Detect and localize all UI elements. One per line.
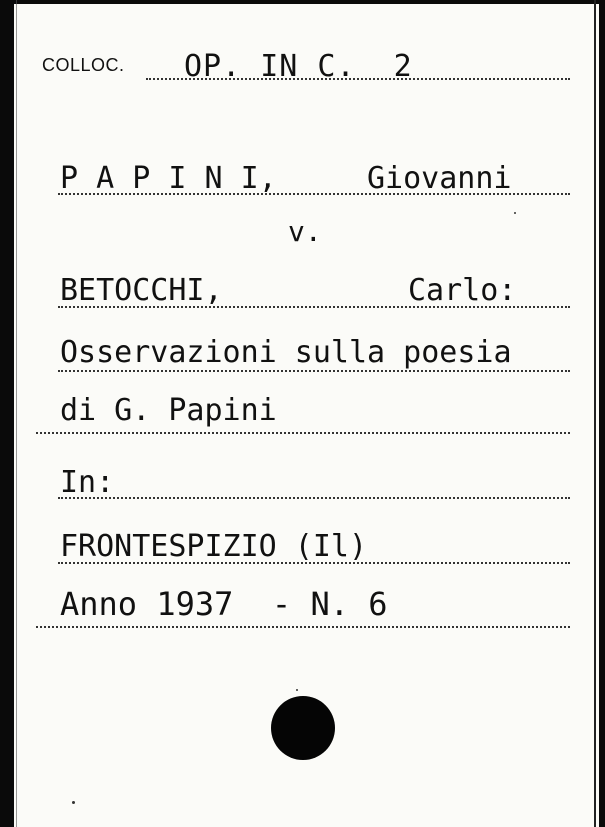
colloc-value: OP. IN C. 2 [184,49,413,84]
title-dotted-line-1 [58,370,570,372]
speck [296,689,298,691]
in-label: In: [60,465,115,500]
issue-dotted-line [36,626,570,628]
card-right-edge [599,0,605,827]
periodical-title: FRONTESPIZIO (Il) [60,529,368,564]
in-dotted-line [58,497,570,499]
title-dotted-line-2 [36,432,570,434]
title-line-1: Osservazioni sulla poesia [60,335,512,370]
issue-info: Anno 1937 - N. 6 [60,585,388,623]
speck [72,801,75,804]
critic-surname: BETOCCHI, [60,273,223,308]
title-line-2: di G. Papini [60,393,277,428]
speck [514,212,516,214]
card-top-edge [0,0,605,4]
card-right-margin-line [594,0,596,827]
colloc-label: COLLOC. [42,55,125,75]
card-left-edge [0,0,14,827]
critic-given-name: Carlo: [408,273,517,308]
card-left-margin-line [16,0,17,827]
author-given-name: Giovanni [367,161,512,196]
punch-hole [271,696,335,760]
versus-mark: v. [288,215,322,248]
author-surname: P A P I N I, [60,161,277,196]
